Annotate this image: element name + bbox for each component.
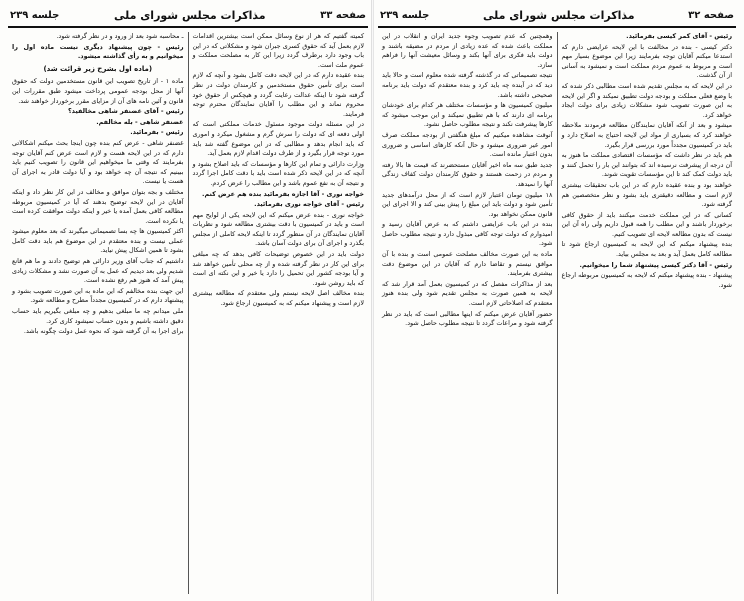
speaker-line: رئیس - آقای غضنفر شاهی مخالفید؟ <box>67 107 184 116</box>
paragraph: اکثر کمیسیون ها چه بسا تصمیماتی میگیرند که بعد معلوم میشود عملی نیست و بنده معتقدم در این موضوع هم باید دقت کامل بشود تا همین اشکال پیش نیاید. <box>12 227 184 255</box>
paragraph: حضور آقایان عرض میکنم که اینها مطالبی است که باید در نظر گرفته شود و مراعات گردد تا نتیجه مطلوب حاصل شود. <box>382 309 553 328</box>
book-gutter <box>371 0 374 601</box>
speaker-line: رئیس - آقا دکتر کیسی پیشنهاد شما را میخوانیم. <box>579 260 732 269</box>
paragraph: بنده مخالف اصل لایحه نیستم ولی معتقدم که مطالعه بیشتری لازم است و پیشنهاد میکنم که به کمیسیون ارجاع شود. <box>192 289 364 308</box>
paragraph: هم باید در نظر داشت که مؤسسات اقتصادی مملکت ما هنوز به آن درجه از پیشرفت نرسیده اند که بتوانند این بار را تحمل کنند و باید دولت کمک کند تا این مؤسسات تقویت شوند. <box>561 151 732 179</box>
speaker-line: رئیس - چون پیشنهاد دیگری نیست ماده اول را میخوانیم و به رأی گذاشته میشود. <box>12 42 184 61</box>
paragraph: نتیجه تصمیماتی که در گذشته گرفته شده معلوم است و حالا باید دید که در آینده چه باید کرد و بنده معتقدم که دولت باید برنامه صحیحی داشته باشد. <box>382 71 553 99</box>
left-page-title: مذاکرات مجلس شورای ملی <box>113 8 266 22</box>
paragraph: ملی میدانم چه ما مبلغی بدهیم و چه مبلغی بگیریم باید حساب دقیق داشته باشیم و بدون حساب نمیشود کاری کرد. <box>12 307 184 325</box>
paragraph: دکتر کیسی - بنده در مخالفت با این لایحه عرایضی دارم که استدعا میکنم آقایان توجه بفرمایند زیرا این موضوع بسیار مهم است و مربوط به عموم مردم مملکت است و نمیشود به آسانی از آن گذشت. <box>561 42 732 80</box>
paragraph: ماده به این صورت مخالف مصلحت عمومی است و بنده با آن موافق نیستم و تقاضا دارم که آقایان در این موضوع دقت بیشتری بفرمایند. <box>382 250 553 278</box>
left-page-number: صفحه ۳۳ <box>320 9 366 21</box>
right-column-2 <box>378 32 558 594</box>
paragraph: ماده ۱ - از تاریخ تصویب این قانون مستخدمین دولت که حقوق آنها از محل بودجه عمومی پرداخت میشود طبق مقررات این قانون و آئین نامه های آن از مزایای مقرر برخوردار خواهند شد. <box>12 77 184 105</box>
paragraph: خواجه نوری - بنده عرض میکنم که این لایحه یکی از لوایح مهم است و باید در کمیسیون با دقت بیشتری مطالعه شود و نظریات آقایان نمایندگان در آن منظور گردد تا اینکه لایحه کاملی از مجلس بگذرد و اجرای آن برای دولت آسان باشد. <box>192 210 364 248</box>
paragraph: ۱۸ میلیون تومان اعتبار لازم است که از محل درآمدهای جدید تأمین شود و دولت باید این مبلغ را پیش بینی کند و الا اجرای این قانون ممکن نخواهد بود. <box>382 190 553 218</box>
right-page <box>378 4 736 594</box>
paragraph: وهمچنین که عدم تصویب وجوه جدید ایران و انقلاب در این مملکت باعث شده که عده زیادی از مردم در مضیقه باشند و دولت باید فکری برای آنها بکند و وسائل معیشت آنها را فراهم سازد. <box>382 32 553 69</box>
paragraph: در این مسئله دولت موجود مسئول خدمات مملکتی است که اولی دفعه ای که دولت را سرش گرم و مشغول میکرد و اموری که باید انجام بدهد و مطالبی که در این موضوع گفته شد باید مورد توجه قرار بگیرد و از طرف دولت اقدام لازم بعمل آید. <box>192 120 364 158</box>
right-session-label: جلسه ۲۳۹ <box>380 9 430 21</box>
left-column-2 <box>8 32 189 594</box>
paragraph: وزارت دارائی و تمام این کارها و مؤسسات که باید اصلاح بشود و آنچه که در این لایحه ذکر شده است باید با دقت کامل اجرا گردد و نتیجه آن به نفع عموم باشد و این مطالب را عرض کردم. <box>192 159 364 187</box>
paragraph: در این لایحه که به مجلس تقدیم شده است مطالبی ذکر شده که با وضع فعلی مملکت و بودجه دولت تطبیق نمیکند و اگر این لایحه به این صورت تصویب شود مشکلات زیادی برای دولت ایجاد خواهد کرد. <box>561 81 732 119</box>
paragraph: میلیون کمیسیون ها و مؤسسات مختلف هر کدام برای خودشان برنامه ای دارند که با هم تطبیق نمیکند و این موجب میشود که کارها پیشرفت نکند و نتیجه مطلوب حاصل نشود. <box>382 101 553 129</box>
paragraph: برای اجرا به آن گرفته شود که نحوه عمل دولت چگونه باشد. <box>23 327 184 336</box>
section-heading: (ماده اول بشرح زیر قرائت شد) <box>43 64 153 73</box>
left-session-label: جلسه ۲۳۹ <box>10 9 60 21</box>
speaker-line: خواجه نوری - آقا اجازه بفرمائید بنده هم عرض کنم. <box>202 189 364 198</box>
left-page-columns <box>8 32 368 594</box>
paragraph: ـ محاسبه شود بعد از ورود و در نظر گرفته شود. <box>56 32 184 40</box>
paragraph: داشتیم که جناب آقای وزیر دارائی هم توضیح دادند و ما هم قانع شدیم ولی بعد دیدیم که عمل به آن صورت نشد و مشکلات زیادی پیش آمد که هنوز هم رفع نشده است. <box>12 257 184 285</box>
paragraph: مختلف و بجه بتوان موافق و مخالف در این کار نظر داد و اینکه آقایان در این لایحه توضیح بدهند که آیا در کمیسیون مربوطه مطالعه کافی بعمل آمده یا خیر و اینکه دولت موافقت کرده است یا نکرده است. <box>12 187 184 225</box>
left-column-1 <box>189 32 369 594</box>
right-column-1 <box>558 32 737 594</box>
left-page-header <box>8 4 368 28</box>
speaker-line: رئیس - بفرمائید. <box>130 128 184 137</box>
left-page <box>8 4 368 594</box>
speaker-line: رئیس - آقای کمر کیسی بفرمائید. <box>626 32 732 40</box>
paragraph: بنده در این باب عرایضی داشتم که به عرض آقایان رسید و امیدوارم که دولت توجه کافی مبذول دارد و نتیجه مطلوب حاصل شود. <box>382 220 553 248</box>
paragraph: خواهند بود و بنده عقیده دارم که در این باب تحقیقات بیشتری لازم است و مطالعه دقیقتری باید بشود و نظر متخصصین هم گرفته شود. <box>561 180 732 209</box>
right-page-number: صفحه ۳۲ <box>688 9 734 21</box>
paragraph: بنده عقیده دارم که در این لایحه دقت کامل بشود و آنچه که لازم است برای تأمین حقوق مستخدمین و کارمندان دولت در نظر گرفته شود تا اینکه عدالت رعایت گردد و هیچکس از حقوق خود محروم نماند و این مطلب را آقایان نمایندگان محترم توجه فرمایند. <box>192 71 364 118</box>
paragraph: پیشنهاد - بنده پیشنهاد میکنم که لایحه به کمیسیون مربوطه ارجاع شود. <box>561 271 732 289</box>
paragraph: این جهت بنده مخالفم که این ماده به این صورت تصویب بشود و پیشنهاد دارم که در کمیسیون مجدداً مطرح و مطالعه شود. <box>12 286 184 305</box>
right-page-header <box>378 4 736 28</box>
paragraph: میشود و بعد از آنکه آقایان نمایندگان مطالعه فرمودند ملاحظه خواهند کرد که بسیاری از مواد این لایحه احتیاج به اصلاح دارد و باید در کمیسیون مجدداً مورد بررسی قرار بگیرد. <box>561 121 732 149</box>
paragraph: بعد از مذاکرات مفصل که در کمیسیون بعمل آمد قرار شد که لایحه به همین صورت به مجلس تقدیم شود ولی بنده هنوز معتقدم که اصلاحاتی لازم است. <box>382 279 553 308</box>
paragraph: دولت باید در این خصوص توضیحات کافی بدهد که چه مبلغی برای این کار در نظر گرفته شده و از چه محلی تأمین خواهد شد و آیا بودجه کشور این تحمیل را دارد یا خیر و این نکته ای است که باید روشن شود. <box>192 250 364 287</box>
paragraph: غضنفر شاهی - عرض کنم بنده چون اینجا بحث میکنم اشکالاتی دارم که در این لایحه هست و لازم است عرض کنم آقایان توجه بفرمایند که وقتی ما میخواهیم این قانون را تصویب کنیم باید ببینیم که نتیجه آن چه خواهد بود و آیا دولت قادر به اجرای آن هست یا نیست. <box>12 138 184 186</box>
right-page-columns <box>378 32 736 594</box>
right-page-title: مذاکرات مجلس شورای ملی <box>482 8 635 22</box>
paragraph: کسانی که در این مملکت خدمت میکنند باید از حقوق کافی برخوردار باشند و این مطلب را همه قبول داریم ولی راه آن این نیست که بدون مطالعه لایحه ای تصویب کنیم. <box>561 210 732 238</box>
paragraph: آنوقت مشاهده میکنیم که مبلغ هنگفتی از بودجه مملکت صرف امور غیر ضروری میشود و حال آنکه کارهای اساسی و ضروری بدون اعتبار مانده است. <box>382 130 553 159</box>
paragraph: کمیته گفتیم که هر از نوع وسائل ممکن است بیشترین اقدامات لازم بعمل آید که حقوق کسری جبران شود و مشکلاتی که در این باب وجود دارد برطرف گردد زیرا این کار به مصلحت مملکت و عموم ملت است. <box>192 32 364 69</box>
speaker-line: رئیس - آقای خواجه نوری بفرمائید. <box>254 200 364 209</box>
paragraph: جدید طبق سه ماه اخیر آقایان مستحضرند که قیمت ها بالا رفته و مردم در زحمت هستند و حقوق کارمندان دولت کفاف زندگی آنها را نمیدهد. <box>382 160 553 188</box>
paragraph: بنده پیشنهاد میکنم که این لایحه به کمیسیون ارجاع شود تا مطالعه کامل بعمل آید و بعد به مجلس بیاید. <box>561 240 732 259</box>
speaker-line: غضنفر شاهی - بله مخالفم. <box>96 117 184 126</box>
